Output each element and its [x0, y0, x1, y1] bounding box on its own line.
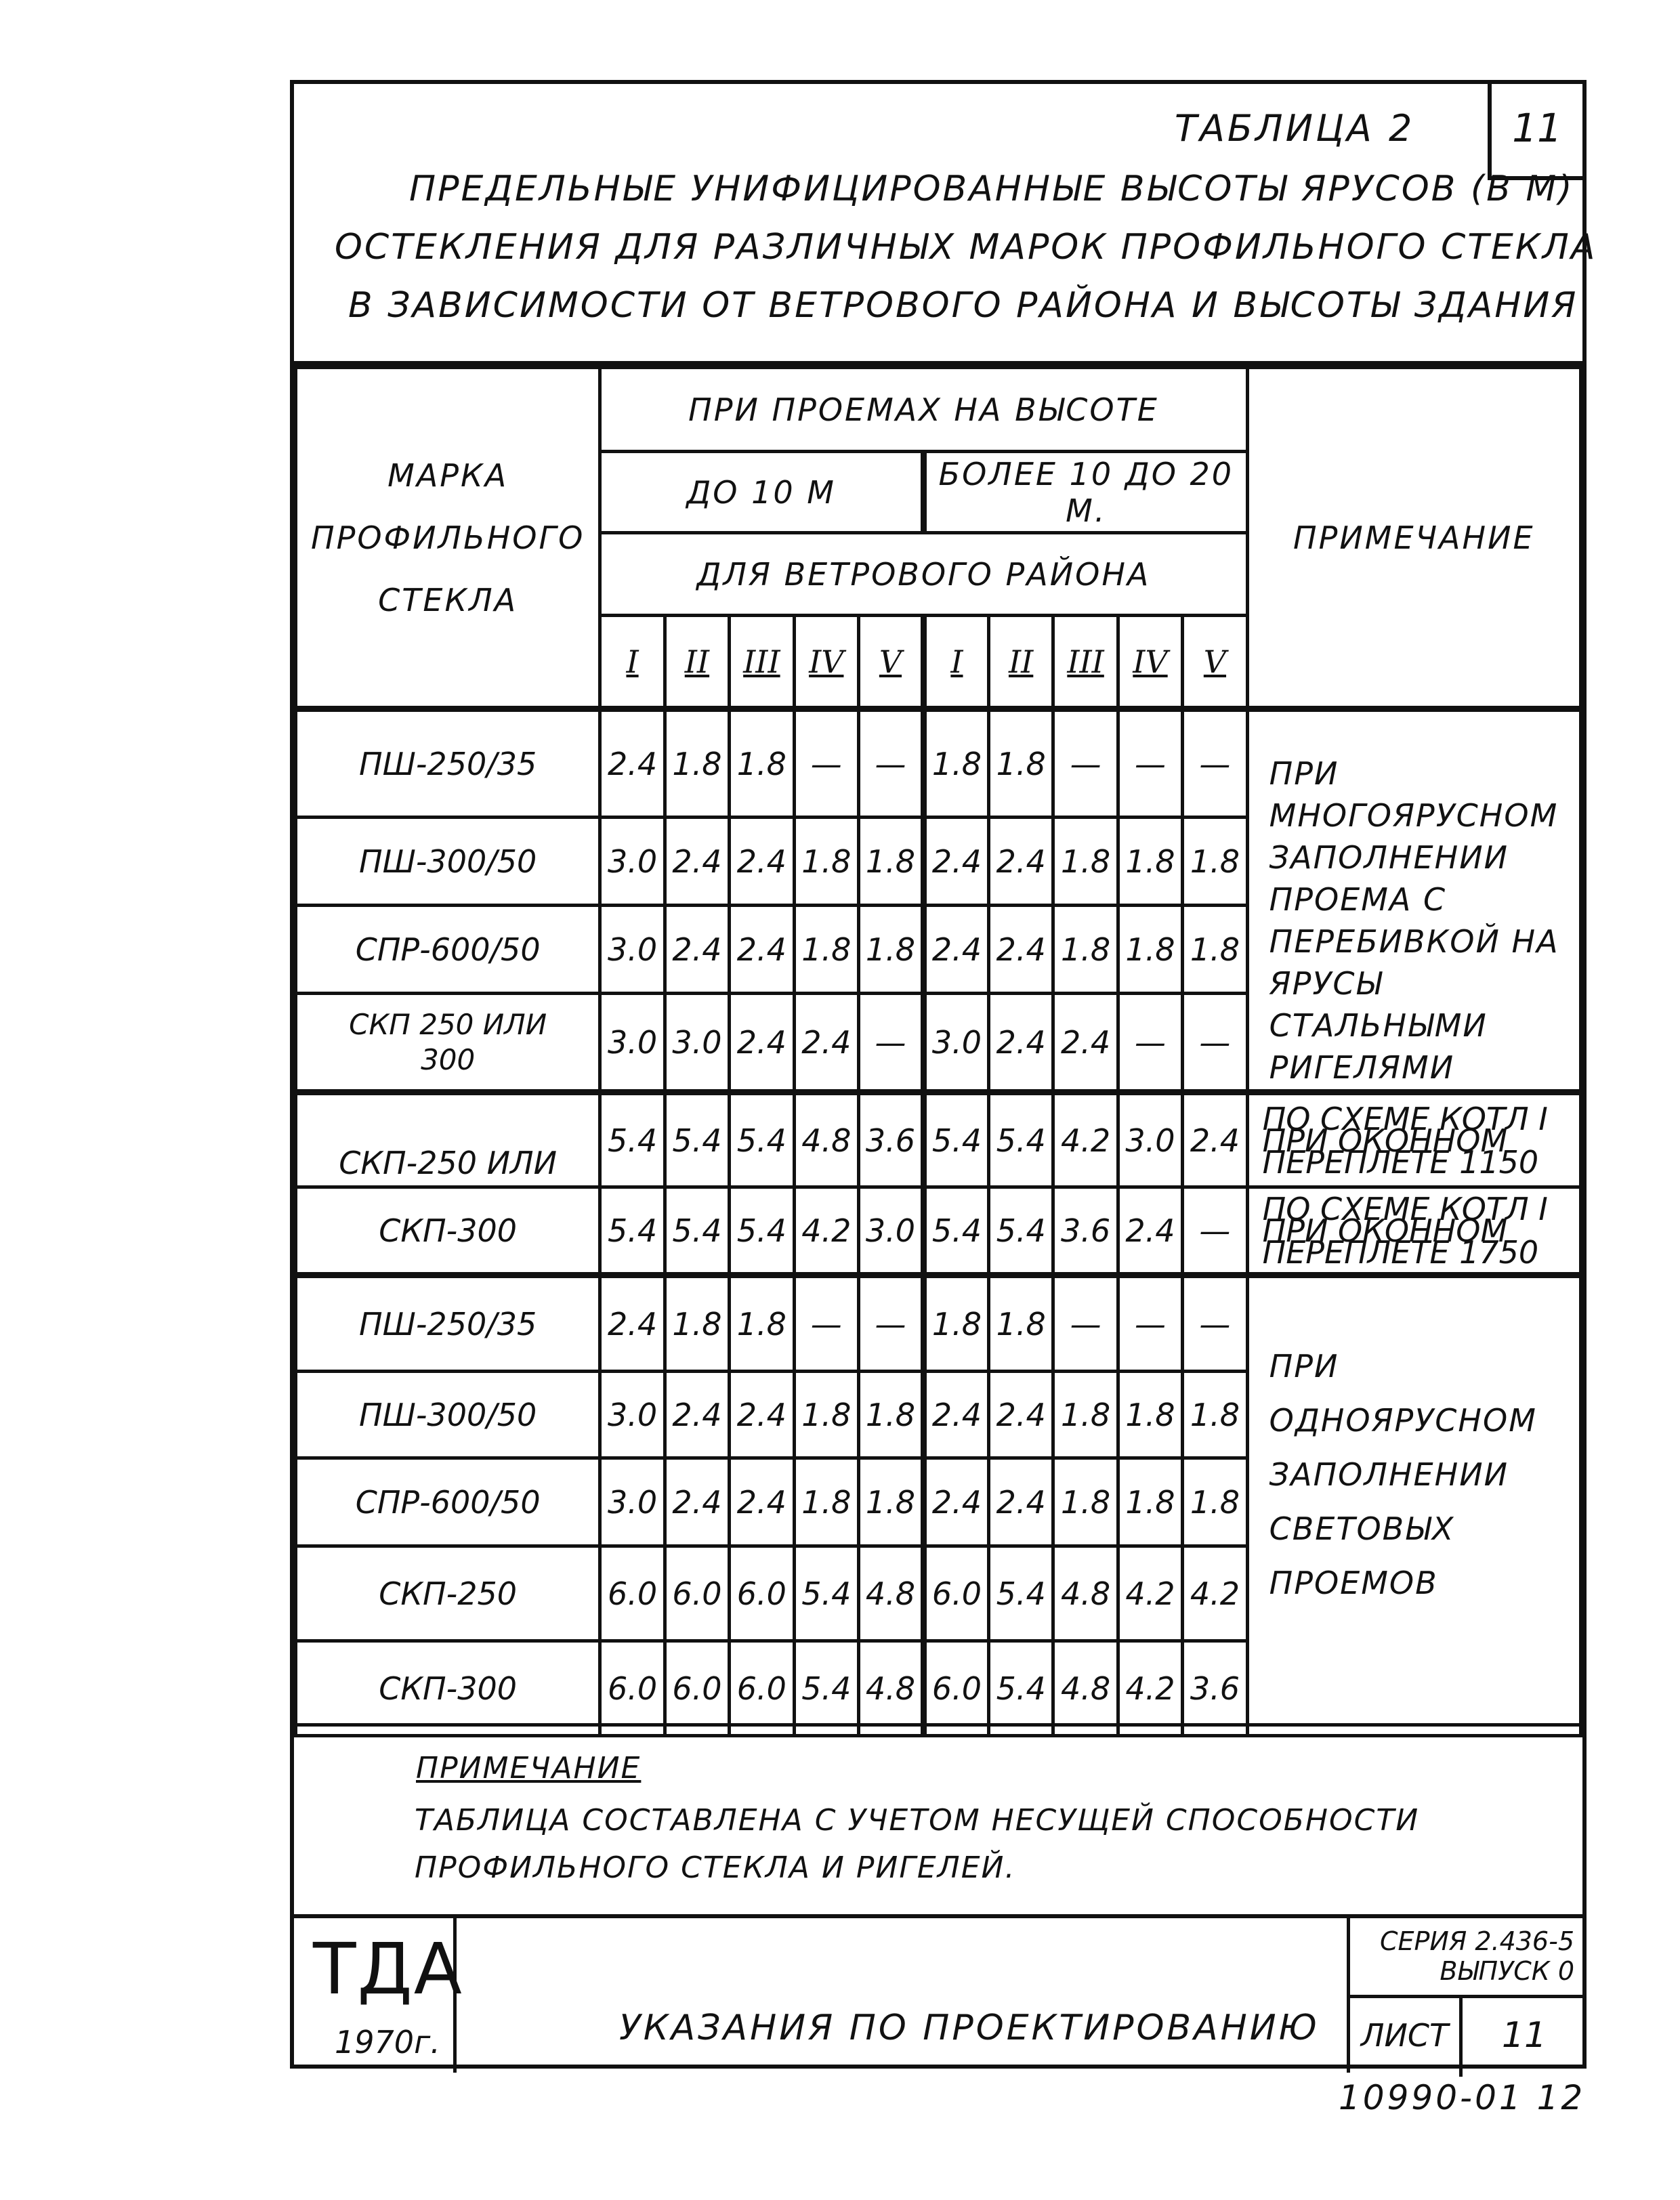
cell: 6.0 [600, 1546, 665, 1641]
cell: 2.4 [794, 994, 858, 1093]
region-header: I [923, 616, 988, 709]
row-mark: ПШ-250/35 [296, 1275, 600, 1372]
cell: 1.8 [988, 709, 1053, 818]
note-header: ПРИМЕЧАНИЕ [1247, 368, 1580, 709]
cell: 1.8 [923, 1275, 988, 1372]
cell: 6.0 [730, 1641, 794, 1736]
cell: 6.0 [665, 1641, 729, 1736]
cell: 1.8 [859, 1458, 924, 1546]
cell: 3.0 [600, 906, 665, 994]
cell: 5.4 [794, 1641, 858, 1736]
cell: 2.4 [923, 1458, 988, 1546]
cell: — [1183, 994, 1247, 1093]
cell: 1.8 [794, 906, 858, 994]
org-logo [294, 1918, 463, 2073]
cell: 1.8 [923, 709, 988, 818]
cell: 5.4 [988, 1187, 1053, 1275]
cell: 1.8 [859, 906, 924, 994]
cell: 4.8 [859, 1641, 924, 1736]
cell: 3.0 [665, 994, 729, 1093]
table-row [296, 1275, 1581, 1372]
cell: 3.0 [859, 1187, 924, 1275]
region-header: II [665, 616, 729, 709]
cell: — [1053, 1275, 1118, 1372]
cell: 3.0 [600, 1458, 665, 1546]
cell: 5.4 [730, 1187, 794, 1275]
cell: 2.4 [665, 1372, 729, 1458]
cell: 2.4 [988, 818, 1053, 906]
cell: 5.4 [988, 1546, 1053, 1641]
cell: 2.4 [600, 1275, 665, 1372]
cell: — [1183, 709, 1247, 818]
region-header: IV [794, 616, 858, 709]
cell: 4.2 [794, 1187, 858, 1275]
region-header: III [730, 616, 794, 709]
row-mark: СКП 250 ИЛИ 300 [296, 994, 600, 1093]
cell: 2.4 [988, 1372, 1053, 1458]
issue-label: ВЫПУСК 0 [1440, 1956, 1574, 1986]
title-line-2: ОСТЕКЛЕНИЯ ДЛЯ РАЗЛИЧНЫХ МАРОК ПРОФИЛЬНОГО СТЕКЛА [335, 227, 1597, 268]
cell: 2.4 [730, 994, 794, 1093]
table-row [296, 1093, 1581, 1187]
cell: 1.8 [1053, 1458, 1118, 1546]
cell: 4.2 [1053, 1093, 1118, 1187]
cell: 5.4 [665, 1093, 729, 1187]
title-line-1: ПРЕДЕЛЬНЫЕ УНИФИЦИРОВАННЫЕ ВЫСОТЫ ЯРУСОВ (В М) [409, 169, 1574, 209]
cell: 3.0 [600, 1372, 665, 1458]
row-mark: СКП-250 ИЛИ [296, 1093, 600, 1187]
cell: 5.4 [730, 1093, 794, 1187]
sheet-number: 11 [1501, 2015, 1547, 2056]
sheet-corner-number: 11 [1488, 84, 1582, 180]
cell: 1.8 [1183, 818, 1247, 906]
cell: 1.8 [1118, 906, 1182, 994]
cell: 1.8 [1183, 906, 1247, 994]
cell: 4.8 [794, 1093, 858, 1187]
cell: 6.0 [923, 1546, 988, 1641]
cell: 2.4 [665, 906, 729, 994]
cell: 2.4 [730, 1458, 794, 1546]
cell: 1.8 [1118, 1458, 1182, 1546]
cell: 4.8 [1053, 1546, 1118, 1641]
cell: 2.4 [730, 818, 794, 906]
footnote-text: ТАБЛИЦА СОСТАВЛЕНА С УЧЕТОМ НЕСУЩЕЙ СПОСОБНОСТИ ПРОФИЛЬНОГО СТЕКЛА И РИГЕЛЕЙ. [415, 1803, 1420, 1885]
series-label: СЕРИЯ 2.436-5 [1379, 1926, 1574, 1956]
cell: 3.6 [1053, 1187, 1118, 1275]
cell: 5.4 [988, 1093, 1053, 1187]
cell: 5.4 [600, 1187, 665, 1275]
cell: 6.0 [665, 1546, 729, 1641]
note-multi-tier: ПРИ МНОГОЯРУСНОМ ЗАПОЛНЕНИИ ПРОЕМА С ПЕРЕБИВКОЙ НА ЯРУСЫ СТАЛЬНЫМИ РИГЕЛЯМИ [1247, 709, 1580, 1093]
region-header: II [988, 616, 1053, 709]
cell: 5.4 [794, 1546, 858, 1641]
cell: 2.4 [665, 818, 729, 906]
cell: 1.8 [1118, 1372, 1182, 1458]
cell: 3.0 [600, 994, 665, 1093]
cell: 1.8 [859, 1372, 924, 1458]
row-mark: СКП-300 [296, 1187, 600, 1275]
series-box [1347, 1918, 1582, 2073]
row-mark: ПШ-250/35 [296, 709, 600, 818]
cell: 5.4 [600, 1093, 665, 1187]
cell: 2.4 [1183, 1093, 1247, 1187]
row-mark: СКП-300 [296, 1641, 600, 1736]
cell: 2.4 [988, 1458, 1053, 1546]
title-line-3: В ЗАВИСИМОСТИ ОТ ВЕТРОВОГО РАЙОНА И ВЫСОТЫ ЗДАНИЯ [348, 285, 1578, 326]
cell: 5.4 [988, 1641, 1053, 1736]
cell: 6.0 [730, 1546, 794, 1641]
table-label: ТАБЛИЦА 2 [1175, 107, 1415, 150]
cell: — [1053, 709, 1118, 818]
row-mark: СПР-600/50 [296, 906, 600, 994]
table-row [296, 1187, 1581, 1275]
cell: 1.8 [1053, 818, 1118, 906]
cell: 1.8 [1118, 818, 1182, 906]
cell: 2.4 [665, 1458, 729, 1546]
cell: 2.4 [730, 1372, 794, 1458]
cell: 1.8 [1053, 906, 1118, 994]
region-header: V [1183, 616, 1247, 709]
openings-header: ПРИ ПРОЕМАХ НА ВЫСОТЕ [600, 368, 1247, 452]
row-mark: СКП-250 [296, 1546, 600, 1641]
mark-header: МАРКА ПРОФИЛЬНОГО СТЕКЛА [296, 368, 600, 709]
cell: 1.8 [1183, 1458, 1247, 1546]
cell: 1.8 [1183, 1372, 1247, 1458]
cell: — [859, 994, 924, 1093]
row-mark: ПШ-300/50 [296, 818, 600, 906]
sheet-label: ЛИСТ [1350, 1998, 1463, 2077]
cell: — [1118, 709, 1182, 818]
cell: 3.6 [1183, 1641, 1247, 1736]
org-year: 1970г. [335, 2024, 440, 2060]
cell: 4.2 [1118, 1546, 1182, 1641]
cell: — [859, 709, 924, 818]
cell: — [794, 709, 858, 818]
cell: — [794, 1275, 858, 1372]
region-header: I [600, 616, 665, 709]
footnote-heading: ПРИМЕЧАНИЕ [416, 1751, 642, 1785]
cell: 1.8 [665, 1275, 729, 1372]
over10-header: БОЛЕЕ 10 ДО 20 М. [923, 452, 1247, 533]
note-single-tier: ПРИ ОДНОЯРУСНОМ ЗАПОЛНЕНИИ СВЕТОВЫХ ПРОЕМОВ [1247, 1275, 1580, 1736]
cell: 4.2 [1183, 1546, 1247, 1641]
row-mark: СПР-600/50 [296, 1458, 600, 1546]
cell: — [1118, 1275, 1182, 1372]
note-skp-1750: ПО СХЕМЕ КОТЛ I ПРИ ОКОННОМ ПЕРЕПЛЕТЕ 1750 [1247, 1187, 1580, 1275]
wind-header: ДЛЯ ВЕТРОВОГО РАЙОНА [600, 533, 1247, 616]
cell: 2.4 [923, 818, 988, 906]
cell: 2.4 [730, 906, 794, 994]
document-title: УКАЗАНИЯ ПО ПРОЕКТИРОВАНИЮ [619, 2008, 1320, 2048]
cell: 4.8 [859, 1546, 924, 1641]
document-number: 10990-01 12 [1339, 2078, 1586, 2117]
cell: 1.8 [665, 709, 729, 818]
cell: 2.4 [988, 906, 1053, 994]
cell: 3.0 [1118, 1093, 1182, 1187]
series-info [1350, 1918, 1582, 1998]
cell: 1.8 [730, 1275, 794, 1372]
table-title [335, 160, 1597, 335]
title-block [294, 1914, 1582, 2073]
cell: 3.0 [923, 994, 988, 1093]
cell: — [859, 1275, 924, 1372]
cell: 5.4 [923, 1093, 988, 1187]
cell: 1.8 [794, 1372, 858, 1458]
footnote-section [294, 1723, 1582, 1914]
cell: 4.8 [1053, 1641, 1118, 1736]
cell: 3.0 [600, 818, 665, 906]
cell: 2.4 [1053, 994, 1118, 1093]
cell: 2.4 [923, 906, 988, 994]
cell: 1.8 [794, 818, 858, 906]
cell: 1.8 [1053, 1372, 1118, 1458]
upto10-header: ДО 10 М [600, 452, 924, 533]
cell: 1.8 [859, 818, 924, 906]
cell: 1.8 [730, 709, 794, 818]
cell: 2.4 [600, 709, 665, 818]
header [294, 84, 1597, 366]
cell: 5.4 [665, 1187, 729, 1275]
region-header: III [1053, 616, 1118, 709]
region-header: IV [1118, 616, 1182, 709]
cell: 5.4 [923, 1187, 988, 1275]
heights-table [294, 366, 1582, 1737]
cell: 1.8 [988, 1275, 1053, 1372]
cell: 2.4 [988, 994, 1053, 1093]
cell: — [1118, 994, 1182, 1093]
note-skp-1150: ПО СХЕМЕ КОТЛ I ПРИ ОКОННОМ ПЕРЕПЛЕТЕ 1150 [1247, 1093, 1580, 1187]
cell: 6.0 [600, 1641, 665, 1736]
cell: 2.4 [1118, 1187, 1182, 1275]
table-row [296, 709, 1581, 818]
org-name: ТДА [313, 1928, 463, 2010]
cell: 3.6 [859, 1093, 924, 1187]
cell: 6.0 [923, 1641, 988, 1736]
cell: — [1183, 1275, 1247, 1372]
row-mark: ПШ-300/50 [296, 1372, 600, 1458]
cell: 2.4 [923, 1372, 988, 1458]
region-header: V [859, 616, 924, 709]
drawing-frame [290, 80, 1597, 2069]
cell: 4.2 [1118, 1641, 1182, 1736]
cell: — [1183, 1187, 1247, 1275]
cell: 1.8 [794, 1458, 858, 1546]
